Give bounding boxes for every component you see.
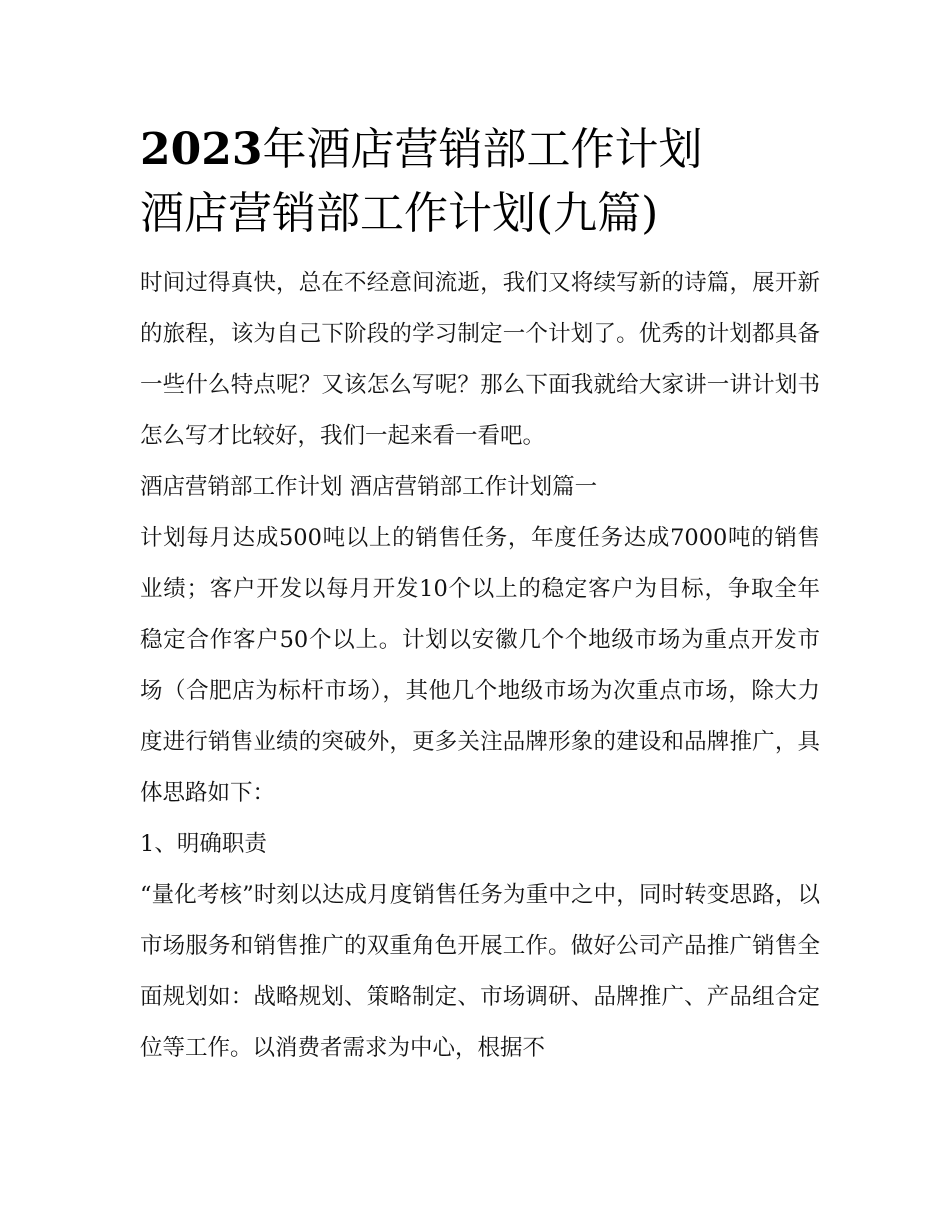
responsibility-paragraph: “量化考核”时刻以达成月度销售任务为重中之中，同时转变思路，以市场服务和销售推广的双重角色开展工作。做好公司产品推广销售全面规划如：战略规划、策略制定、市场调研、品牌推广、产品组合定位等工作。以消费者需求为中心，根据不	[140, 882, 820, 1061]
title-line-1-text: 年酒店营销部工作计划	[262, 124, 703, 175]
subsection-heading: 1、明确职责	[140, 831, 267, 857]
title-year: 2023	[140, 124, 263, 175]
title-line-2: 酒店营销部工作计划(九篇)	[140, 188, 659, 239]
title-line-1	[140, 118, 820, 182]
document-body	[140, 258, 820, 1074]
document-title	[140, 118, 820, 246]
intro-paragraph: 时间过得真快，总在不经意间流逝，我们又将续写新的诗篇，展开新的旅程，该为自己下阶段的学习制定一个计划了。优秀的计划都具备一些什么特点呢？又该怎么写呢？那么下面我就给大家讲一讲计划书怎么写才比较好，我们一起来看一看吧。	[140, 270, 820, 449]
document-page	[140, 118, 820, 1074]
section-heading: 酒店营销部工作计划 酒店营销部工作计划篇一	[140, 474, 598, 500]
plan-paragraph: 计划每月达成500吨以上的销售任务，年度任务达成7000吨的销售业绩；客户开发以每月开发10个以上的稳定客户为目标，争取全年稳定合作客户50个以上。计划以安徽几个个地级市场为重点开发市场（合肥店为标杆市场），其他几个地级市场为次重点市场，除大力度进行销售业绩的突破外，更多关注品牌形象的建设和品牌推广，具体思路如下：	[140, 525, 820, 806]
